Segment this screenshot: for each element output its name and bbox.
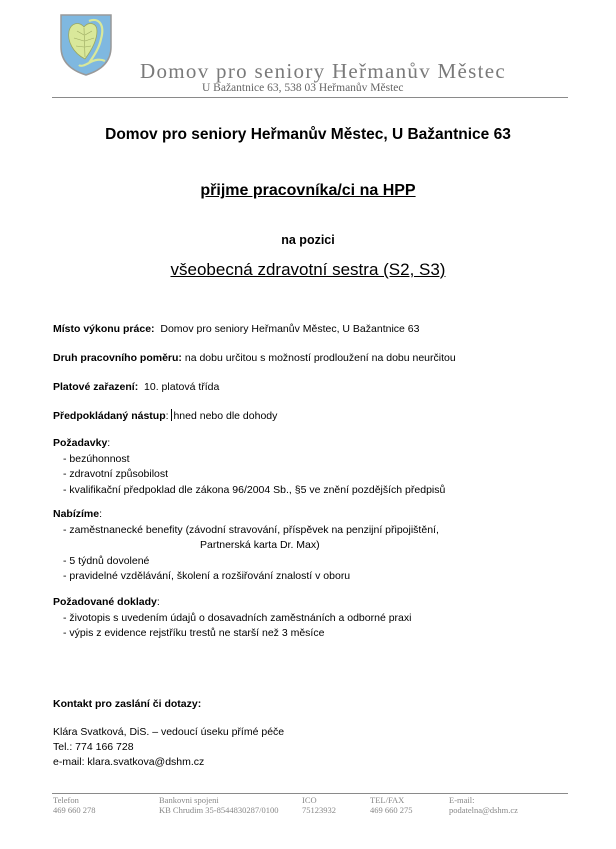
list-item: - životopis s uvedením údajů o dosavadních zaměstnáních a odborné praxi xyxy=(63,611,412,624)
offer-heading: Nabízíme xyxy=(53,508,100,520)
footer-divider xyxy=(52,793,568,794)
list-item: - zdravotní způsobilost xyxy=(63,468,169,480)
header-divider xyxy=(52,97,568,98)
footer-phone: Telefon 469 660 278 xyxy=(53,795,96,815)
list-item: - 5 týdnů dovolené xyxy=(63,554,150,567)
detail-start-date[interactable]: Předpokládaný nástup: hned nebo dle dohody xyxy=(53,410,278,422)
footer-bank: Bankovni spojeni KB Chrudim 35-8544830287/0100 xyxy=(159,795,279,815)
contact-name: Klára Svatková, DiS. – vedoucí úseku přímé péče xyxy=(53,726,285,738)
list-item: - pravidelné vzdělávání, školení a rozšiřování znalostí v oboru xyxy=(63,570,351,582)
list-item: - kvalifikační předpoklad dle zákona 96/2004 Sb., §5 ve znění pozdějších předpisů xyxy=(63,483,446,496)
coat-of-arms-leaf-icon xyxy=(59,13,113,77)
documents-heading: Požadované doklady xyxy=(53,596,157,608)
list-item: - výpis z evidence rejstříku trestů ne starší než 3 měsíce xyxy=(63,627,325,639)
headline-employer: Domov pro seniory Heřmanův Městec, U Bažantnice 63 xyxy=(105,126,511,143)
list-item-continuation: Partnerská karta Dr. Max) xyxy=(200,539,320,551)
footer-ico: ICO 75123932 xyxy=(302,795,336,815)
documents-section: Požadované doklady: - životopis s uvedením údajů o dosavadních zaměstnáních a odborné praxi - výpis z evidence rejstříku trestů ne starší než 3 měsíce xyxy=(53,595,411,642)
contact-email[interactable]: e-mail: klara.svatkova@dshm.cz xyxy=(53,756,205,768)
detail-salary-class: Platové zařazení: 10. platová třída xyxy=(53,381,220,393)
list-item: - bezúhonnost xyxy=(63,452,130,465)
offer-section: Nabízíme: - zaměstnanecké benefity (závodní stravování, příspěvek na penzijní připojištění, Partnerská karta Dr. Max) - 5 týdnů dovolené - pravidelné vzdělávání, školení a rozšiřování znalostí v oboru xyxy=(53,507,439,585)
contact-heading: Kontakt pro zaslání či dotazy: xyxy=(53,698,202,710)
footer-email: E-mail: podatelna@dshm.cz xyxy=(449,795,518,815)
footer-telfax: TEL/FAX 469 660 275 xyxy=(370,795,413,815)
headline-position-label: na pozici xyxy=(281,233,335,247)
headline-hiring: přijme pracovníka/ci na HPP xyxy=(200,182,416,199)
requirements-heading: Požadavky xyxy=(53,437,108,449)
letterhead-title: Domov pro seniory Heřmanův Městec xyxy=(140,59,506,83)
detail-employment-type: Druh pracovního poměru: na dobu určitou s možností prodloužení na dobu neurčitou xyxy=(53,352,456,364)
requirements-section: Požadavky: - bezúhonnost - zdravotní způsobilost - kvalifikační předpoklad dle zákona 96/2004 Sb., §5 ve znění pozdějších předpisů xyxy=(53,436,445,498)
letterhead-address: U Bažantnice 63, 538 03 Heřmanův Městec xyxy=(202,82,404,94)
contact-phone: Tel.: 774 166 728 xyxy=(53,741,134,753)
headline-position: všeobecná zdravotní sestra (S2, S3) xyxy=(170,260,446,279)
list-item: - zaměstnanecké benefity (závodní stravování, příspěvek na penzijní připojištění, xyxy=(63,523,439,536)
detail-workplace: Místo výkonu práce: Domov pro seniory Heřmanův Městec, U Bažantnice 63 xyxy=(53,323,420,335)
